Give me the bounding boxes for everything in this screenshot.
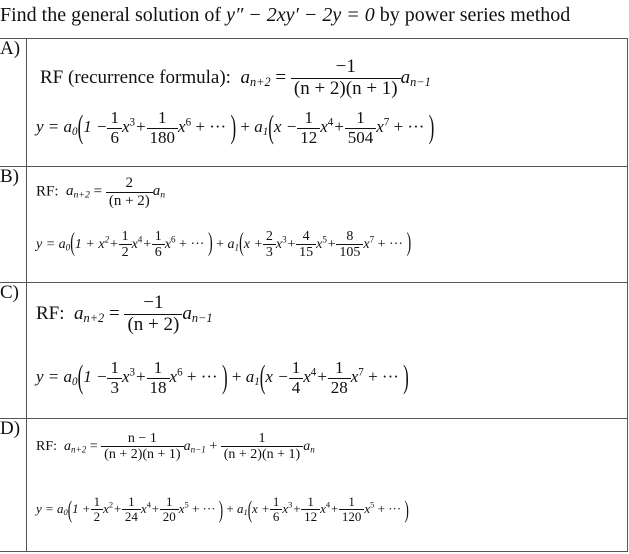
rf-lhs-base: a [74,302,84,324]
fraction-numerator: 1 [328,359,351,379]
ellipsis: + ··· [182,367,222,387]
term-x: x [140,500,147,516]
plus-sign: + [223,500,237,516]
fraction-numerator: 2 [263,229,276,245]
fraction-numerator: 1 [160,495,179,510]
coef-a1-base: a [254,117,263,137]
term-pow: 6 [171,234,176,245]
fraction-numerator: 1 [297,109,320,129]
rf-coef [303,439,315,454]
fraction-denominator: 12 [300,127,318,147]
term-sign: + [333,117,345,137]
fraction-numerator: 1 [301,495,320,510]
fraction-denominator: 3 [265,245,273,261]
fraction-denominator: 6 [272,509,280,525]
close-paren: ) [230,109,237,146]
ellipsis: + ··· [188,500,219,516]
fraction-denominator: 2 [121,245,129,261]
rf-lhs [64,439,86,454]
recurrence-formula [36,293,213,336]
rf-coef-sub: n−1 [191,310,213,325]
option-label: A) [0,38,21,59]
even-lead [74,234,110,253]
plus-sign: + [212,237,228,253]
fraction-denominator: 180 [149,127,176,147]
fraction-denominator: 15 [299,245,314,261]
term-x: x [178,500,185,516]
fraction-denominator: 105 [339,245,361,261]
fraction [339,495,365,525]
rf-coef [153,183,165,199]
coef-a1 [254,117,268,136]
fraction [328,359,351,397]
fraction-denominator: 24 [124,509,138,525]
rf-coef-sub: n [310,444,315,455]
fraction-denominator: 6 [110,127,119,147]
option-row-b[interactable] [0,166,627,283]
open-paren: ( [77,359,84,396]
term-pow: 3 [282,234,287,245]
term-sign: x − [273,117,298,137]
table-right-border [627,38,628,552]
option-row-d[interactable] [0,418,627,552]
ellipsis: + ··· [374,500,405,516]
solution-lhs: y = [36,500,58,516]
fraction-denominator: 6 [154,245,162,261]
fraction-denominator: 120 [341,509,362,525]
fraction-denominator: (n + 2)(n + 1) [293,77,398,99]
coef-a0-sub: 0 [63,506,68,517]
fraction [107,359,122,397]
recurrence-formula [36,431,315,463]
rf-coef-base: a [303,439,311,455]
term-x: x [376,117,384,137]
solution-lhs: y = [36,367,64,387]
fraction-denominator: (n + 2) [127,313,180,335]
close-paren: ) [406,229,412,259]
fraction-numerator: 1 [91,495,104,510]
option-label: D) [0,418,21,439]
fraction-numerator: 2 [106,175,153,193]
term-pow: 7 [358,366,364,379]
plus-sign: + [236,117,255,137]
question-tail: by power series method [374,4,571,26]
rf-prefix: RF (recurrence formula): [40,66,231,88]
rf-coef-sub: n−1 [190,444,206,455]
term-pow: 4 [327,116,334,129]
option-label: B) [0,166,19,187]
coef-a1-sub: 1 [243,506,248,517]
question-text [0,0,629,36]
fraction-numerator: 1 [122,495,141,510]
rf-lhs [240,67,270,88]
coef-a1-sub: 1 [254,375,260,388]
rf-lhs-sub: n+2 [71,444,87,455]
question-equation: y″ − 2xy′ − 2y = 0 [226,4,375,26]
fraction-denominator: 3 [110,377,119,397]
recurrence-formula [36,175,165,209]
fraction-denominator: 2 [93,509,101,525]
fraction [147,109,179,147]
option-label: C) [0,282,19,303]
term-x: x [178,117,186,137]
close-paren: ) [221,359,228,396]
fraction-denominator: (n + 2) [108,192,150,209]
fraction-numerator: 1 [147,359,170,379]
fraction-numerator: 1 [107,359,122,379]
fraction-denominator: (n + 2)(n + 1) [104,447,181,463]
rf-coef [401,67,431,88]
option-row-c[interactable] [0,282,627,419]
fraction [91,495,104,525]
fraction-numerator: 1 [289,359,304,379]
coef-a0-base: a [58,237,66,253]
rf-coef-base: a [400,66,411,88]
fraction-numerator: 1 [339,495,365,510]
term-sign: x − [265,367,289,387]
term-sign: + [286,237,297,253]
general-solution [36,229,411,261]
coef-a1-sub: 1 [234,242,240,253]
options-table [0,38,627,552]
term-pow: 7 [369,234,375,245]
rf-lhs-sub: n+2 [249,74,271,89]
rf-lhs [74,303,104,324]
coef-a1-base: a [236,500,244,516]
term-x: x [164,237,171,253]
term-pow: 3 [129,116,136,129]
fraction-numerator: 8 [336,229,363,245]
ellipsis: + ··· [389,117,429,137]
term-pow: 4 [325,499,331,510]
question-lead: Find the general solution of [0,4,227,26]
term-sign: 1 + [72,500,91,516]
fraction [301,495,320,525]
fraction [263,229,276,261]
term-pow: 2 [108,499,114,510]
fraction [124,293,182,336]
coef-a1 [237,501,248,516]
term-pow: 3 [129,366,136,379]
rf-prefix: RF: [36,183,59,200]
coef-a1 [228,237,240,252]
coef-a1-base: a [245,367,255,387]
coef-a0-base: a [63,117,73,137]
term-pow: 7 [383,116,390,129]
term-sign: 1 − [83,367,108,387]
ellipsis: + ··· [175,237,208,253]
fraction [336,229,363,261]
equals-sign: = [86,439,102,455]
open-paren: ( [268,109,274,146]
rf-prefix: RF: [36,439,58,455]
fraction [107,109,122,147]
fraction [270,495,283,525]
fraction-numerator: n − 1 [101,431,183,447]
term-x: x [320,117,328,137]
term-x: x [121,367,130,387]
fraction-denominator: 18 [149,377,167,397]
term-sign: x + [252,500,270,516]
open-paren: ( [259,359,266,396]
rf-lhs-base: a [240,66,250,88]
fraction [106,175,153,209]
fraction-numerator: 1 [119,229,132,245]
solution-lhs: y = [36,117,64,137]
open-paren: ( [247,494,253,524]
fraction-denominator: (n + 2)(n + 1) [223,447,301,463]
fraction-numerator: −1 [291,57,401,79]
term-pow: 5 [370,499,375,510]
term-sign: + [135,117,147,137]
coef-a0-sub: 0 [65,242,71,253]
term-sign: + [109,237,119,253]
term-x: x [303,367,311,387]
fraction-numerator: 1 [107,109,122,129]
coef-a0 [57,501,68,516]
fraction-numerator: −1 [124,293,182,315]
term-sign: + [142,237,152,253]
coef-a0-sub: 0 [72,125,78,138]
recurrence-formula [40,57,431,100]
spacer [65,303,75,324]
solution-lhs: y = [36,237,59,253]
term-sign: + [113,500,122,516]
even-lead-pow: 2 [104,234,110,245]
term-pow: 4 [137,234,143,245]
fraction [119,229,132,261]
plus-sign: + [227,367,246,387]
term-x: x [320,500,326,516]
fraction-denominator: 504 [347,127,374,147]
coef-a0 [64,367,78,386]
term-x: x [103,500,109,516]
general-solution [36,109,434,147]
open-paren: ( [70,229,75,259]
close-paren: ) [207,229,213,259]
equals-sign: = [104,302,125,324]
fraction [296,229,316,261]
coef-a0-sub: 0 [72,375,78,388]
rf-coef-sub: n [160,189,166,201]
rf-coef-base: a [182,302,192,324]
fraction-denominator: 12 [304,509,318,525]
term-sign: + [330,500,339,516]
fraction-denominator: 28 [330,377,348,397]
coef-a0 [64,117,78,136]
fraction [122,495,141,525]
coef-a1-base: a [227,237,235,253]
term-sign: + [326,237,337,253]
fraction [101,431,183,463]
close-paren: ) [428,109,435,146]
fraction-numerator: 1 [221,431,303,447]
fraction [297,109,320,147]
rf-coef-base: a [183,439,191,455]
option-row-a[interactable] [0,38,627,167]
term-pow: 3 [288,499,293,510]
fraction-denominator: 4 [291,377,301,397]
term-x: x [364,500,371,516]
term-x: x [282,500,289,516]
fraction-numerator: 1 [147,109,179,129]
coef-a0-base: a [57,500,64,516]
rf-prefix: RF: [36,302,65,324]
rf-lhs-base: a [64,439,72,455]
rf-lhs [66,183,90,199]
fraction [221,431,303,463]
fraction [152,229,165,261]
term-sign: + [316,367,328,387]
fraction [289,359,304,397]
equals-sign: = [270,66,291,88]
open-paren: ( [239,229,244,259]
term-pow: 6 [185,116,192,129]
plus-sign: + [205,439,221,455]
open-paren: ( [67,494,73,524]
fraction [147,359,170,397]
general-solution [36,495,409,525]
rf-coef-sub: n−1 [410,74,431,89]
close-paren: ) [404,494,409,524]
term-x: x [131,237,138,253]
term-x: x [316,237,323,253]
term-sign: + [150,500,160,516]
term-sign: x + [243,237,263,253]
term-pow: 6 [177,366,183,379]
spacer [59,183,67,199]
rf-coef [182,303,212,324]
rf-lhs-sub: n+2 [83,310,105,325]
rf-lhs-sub: n+2 [73,189,90,201]
fraction-denominator: 20 [162,509,176,525]
close-paren: ) [218,494,224,524]
general-solution [36,359,409,397]
coef-a1-sub: 1 [262,125,269,138]
fraction-numerator: 1 [345,109,377,129]
coef-a0 [59,237,71,252]
term-x: x [169,367,178,387]
term-x: x [275,237,283,253]
spacer [57,439,64,454]
fraction [345,109,377,147]
term-pow: 5 [184,499,189,510]
term-sign: + [292,500,302,516]
term-pow: 5 [322,234,327,245]
term-x: x [121,117,130,137]
even-lead-text: 1 + x [74,237,105,253]
open-paren: ( [77,109,84,146]
close-paren: ) [403,359,409,396]
fraction-numerator: 4 [296,229,316,245]
term-pow: 4 [310,366,317,379]
term-sign: 1 − [83,117,108,137]
term-x: x [363,237,370,253]
ellipsis: + ··· [374,237,407,253]
rf-coef [184,439,206,454]
term-pow: 4 [146,499,151,510]
fraction-numerator: 1 [270,495,283,510]
fraction [160,495,179,525]
ellipsis: + ··· [191,117,231,137]
coef-a1 [246,367,260,386]
term-x: x [350,367,359,387]
ellipsis: + ··· [363,367,404,387]
rf-lhs-base: a [66,183,74,200]
rf-coef-base: a [152,183,161,200]
fraction-numerator: 1 [152,229,165,245]
coef-a0-base: a [63,367,73,387]
fraction [291,57,401,100]
term-sign: + [135,367,147,387]
equals-sign: = [89,183,106,200]
